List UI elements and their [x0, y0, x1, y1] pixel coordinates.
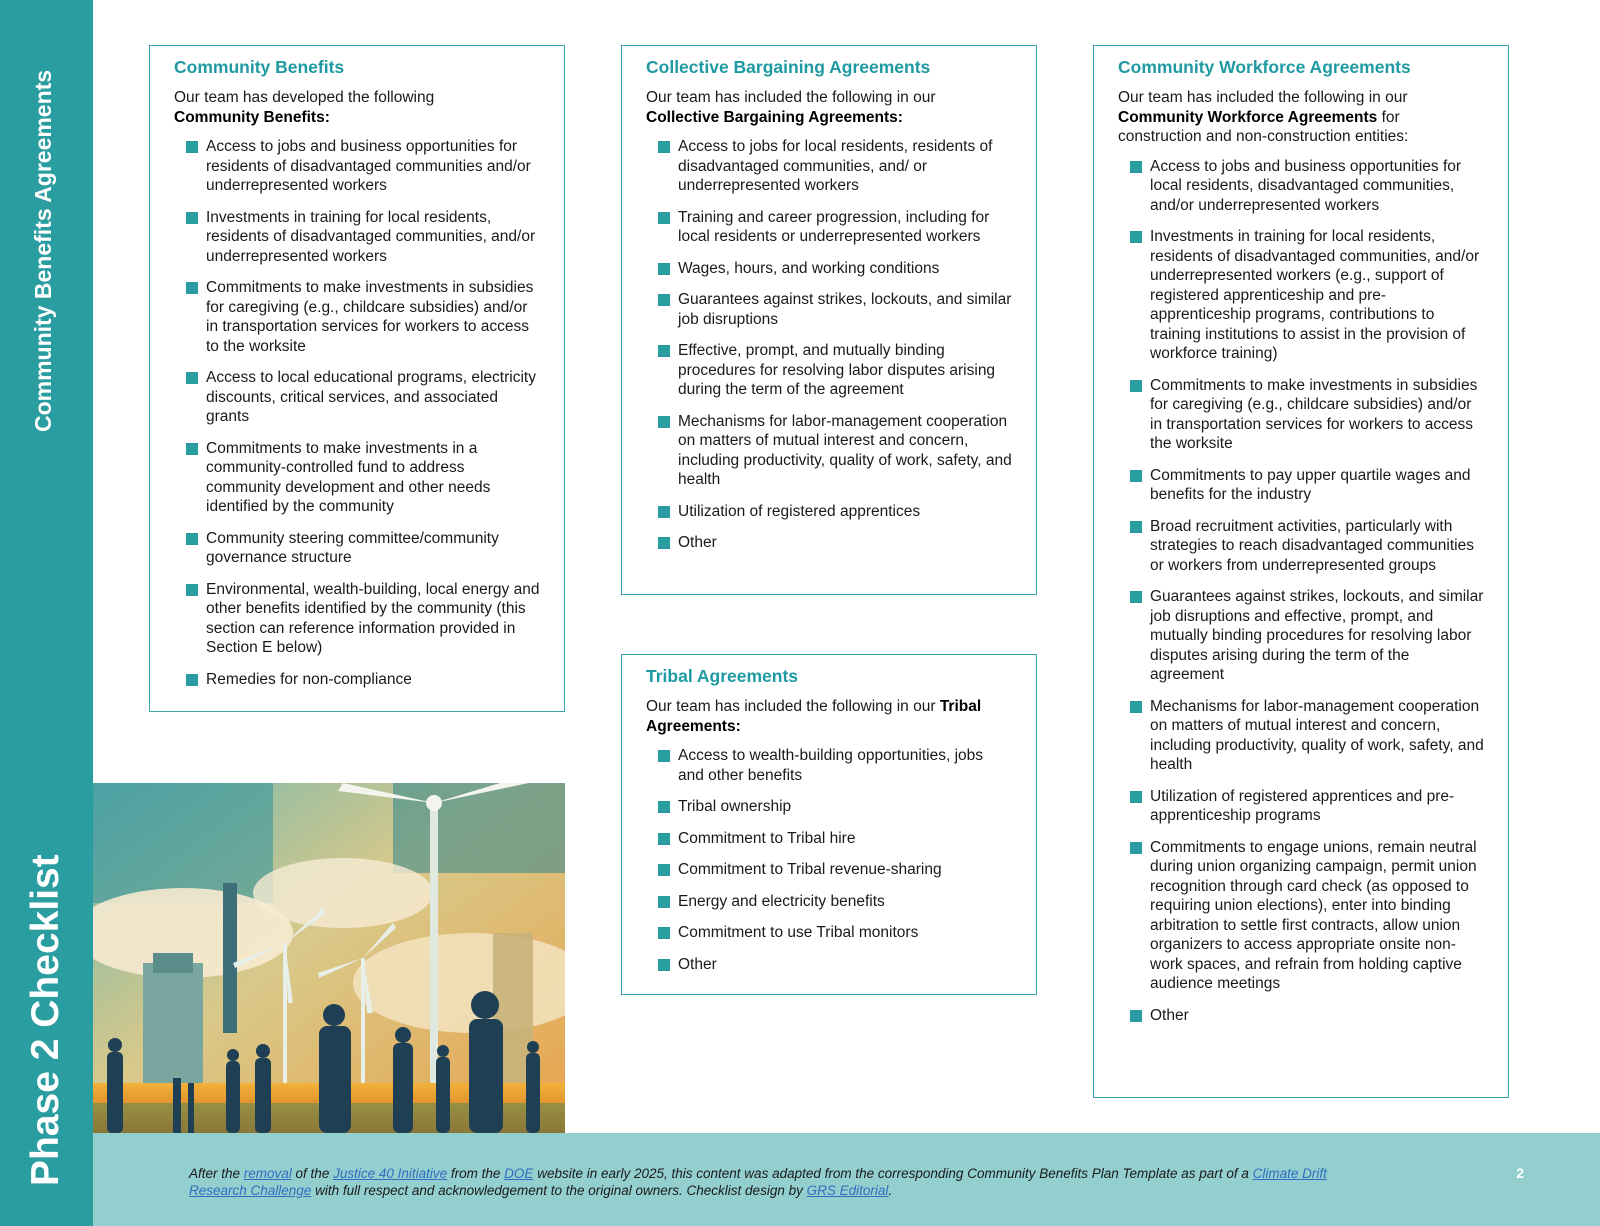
square-bullet-icon — [1130, 161, 1142, 173]
square-bullet-icon — [658, 416, 670, 428]
footer-text: After the — [189, 1166, 244, 1181]
square-bullet-icon — [186, 282, 198, 294]
checklist-item-text: Mechanisms for labor-management cooperation on matters of mutual interest and concern, including productivity, quality of work, safety, and health — [678, 412, 1012, 488]
footer-text: with full respect and acknowledgement to the original owners. Checklist design by — [311, 1183, 807, 1198]
checklist-item-text: Investments in training for local residents, residents of disadvantaged communities, and/or underrepresented workers (e.g., support of registered apprenticeship and pre-apprenticeship programs, contributions to training institutions to assist in the provision of workforce training) — [1150, 228, 1480, 362]
checklist-item — [658, 955, 1012, 975]
square-bullet-icon — [1130, 521, 1142, 533]
checklist-item-text: Utilization of registered apprentices and pre-apprenticeship programs — [1150, 787, 1455, 824]
checklist-item — [658, 860, 1012, 880]
checklist — [174, 137, 540, 689]
card-title: Tribal Agreements — [646, 666, 799, 686]
community-workforce-card — [1093, 45, 1509, 1098]
checklist-item-text: Effective, prompt, and mutually binding procedures for resolving labor disputes arising during the term of the agreement — [678, 342, 996, 398]
square-bullet-icon — [658, 896, 670, 908]
intro-text: Our team has included the following in our — [646, 89, 936, 106]
checklist-item-text: Utilization of registered apprentices — [678, 502, 921, 520]
wind-energy-illustration — [93, 783, 565, 1133]
checklist-item — [658, 797, 1012, 817]
footer-text: . — [888, 1183, 893, 1198]
community-benefits-card — [149, 45, 565, 712]
checklist-item-text: Wages, hours, and working conditions — [678, 259, 940, 277]
card-title: Collective Bargaining Agreements — [646, 57, 931, 77]
card-intro — [646, 88, 1012, 127]
checklist-item — [658, 137, 1012, 196]
checklist-item-text: Broad recruitment activities, particularly with strategies to reach disadvantaged communities or workers from underrepresented groups — [1150, 517, 1474, 574]
checklist-item-text: Other — [678, 534, 717, 551]
checklist-item — [186, 529, 540, 568]
checklist-item-text: Access to jobs and business opportunities for local residents, disadvantaged communities, and/or underrepresented workers — [1150, 157, 1462, 214]
checklist-item — [186, 439, 540, 517]
square-bullet-icon — [1130, 1010, 1142, 1022]
square-bullet-icon — [658, 506, 670, 518]
checklist-item-text: Environmental, wealth-building, local energy and other benefits identified by the community (this section can reference information provided in Section E below) — [206, 580, 540, 656]
intro-text: Our team has developed the following — [174, 89, 435, 106]
checklist-item-text: Mechanisms for labor-management cooperation on matters of mutual interest and concern, including productivity, quality of work, safety, and health — [1150, 697, 1484, 773]
checklist-item-text: Commitment to Tribal hire — [678, 829, 856, 847]
card-title: Community Benefits — [174, 57, 345, 77]
checklist-item — [186, 278, 540, 356]
checklist-item — [658, 259, 1012, 279]
checklist-item-text: Other — [1150, 1006, 1189, 1024]
checklist-item — [186, 137, 540, 196]
checklist-item — [1130, 697, 1484, 775]
checklist-item-text: Commitments to pay upper quartile wages and benefits for the industry — [1150, 466, 1471, 503]
checklist-item-text: Commitments to make investments in subsidies for caregiving (e.g., childcare subsidies) and/or in transportation services for workers to access to the worksite — [206, 279, 534, 355]
checklist-item-text: Remedies for non-compliance — [206, 670, 412, 688]
page-number: 2 — [1516, 1165, 1524, 1181]
checklist-item-text: Guarantees against strikes, lockouts, and similar job disruptions and effective, prompt, and mutually binding procedures for resolving labor disputes arising during the term of the agreement — [1150, 588, 1484, 683]
checklist-item — [658, 892, 1012, 912]
intro-bold: Community Benefits: — [174, 108, 330, 126]
checklist-item — [658, 829, 1012, 849]
checklist — [646, 137, 1012, 553]
intro-suffix: for construction and non-construction entities: — [1118, 108, 1409, 145]
square-bullet-icon — [658, 801, 670, 813]
checklist-item — [186, 670, 540, 690]
square-bullet-icon — [186, 141, 198, 153]
checklist — [646, 746, 1012, 974]
intro-text: Our team has included the following in our — [646, 698, 936, 715]
intro-bold: Community Workforce Agreements — [1118, 108, 1378, 126]
checklist-item — [186, 580, 540, 658]
checklist-item-text: Community steering committee/community governance structure — [206, 529, 499, 566]
grs-editorial-link[interactable]: GRS Editorial — [806, 1183, 889, 1198]
square-bullet-icon — [658, 833, 670, 845]
square-bullet-icon — [658, 864, 670, 876]
square-bullet-icon — [186, 533, 198, 545]
checklist-item — [1130, 838, 1484, 994]
checklist-item — [658, 208, 1012, 247]
checklist-item-text: Commitment to Tribal revenue-sharing — [678, 861, 942, 878]
checklist-item — [658, 412, 1012, 490]
checklist-item-text: Access to local educational programs, electricity discounts, critical services, and associated grants — [206, 369, 536, 425]
square-bullet-icon — [1130, 591, 1142, 603]
square-bullet-icon — [186, 674, 198, 686]
removal-link[interactable]: removal — [243, 1166, 292, 1181]
intro-text: Our team has included the following in our — [1118, 89, 1408, 106]
checklist-item-text: Energy and electricity benefits — [678, 892, 885, 910]
checklist-item — [658, 502, 1012, 522]
checklist-item-text: Access to wealth-building opportunities, jobs and other benefits — [678, 747, 984, 784]
checklist-item — [1130, 517, 1484, 576]
checklist-item-text: Training and career progression, including for local residents or underrepresented workers — [678, 208, 990, 245]
sidebar-title: Community Benefits Agreements — [30, 69, 56, 432]
square-bullet-icon — [658, 927, 670, 939]
checklist-item — [1130, 227, 1484, 364]
checklist-item-text: Access to jobs for local residents, residents of disadvantaged communities, and/ or underrepresented workers — [678, 138, 993, 194]
checklist-item-text: Investments in training for local residents, residents of disadvantaged communities, and/or underrepresented workers — [206, 208, 536, 265]
square-bullet-icon — [658, 345, 670, 357]
checklist-item-text: Guarantees against strikes, lockouts, and similar job disruptions — [678, 291, 1012, 328]
checklist-item — [658, 533, 1012, 553]
square-bullet-icon — [186, 212, 198, 224]
checklist-item — [658, 923, 1012, 943]
square-bullet-icon — [186, 372, 198, 384]
square-bullet-icon — [658, 263, 670, 275]
checklist-item-text: Tribal ownership — [678, 798, 792, 815]
sidebar — [0, 0, 93, 1226]
footer-text: of the — [291, 1166, 334, 1181]
footer-attribution — [189, 1165, 1339, 1199]
checklist-item — [658, 746, 1012, 785]
square-bullet-icon — [1130, 842, 1142, 854]
collective-bargaining-card — [621, 45, 1037, 595]
checklist-item-text: Commitment to use Tribal monitors — [678, 924, 919, 941]
square-bullet-icon — [186, 584, 198, 596]
checklist-item — [658, 341, 1012, 400]
checklist-item-text: Commitments to make investments in subsidies for caregiving (e.g., childcare subsidies) and/or in transportation services for workers to access the worksite — [1150, 376, 1478, 452]
footer — [93, 1133, 1600, 1226]
checklist-item — [1130, 1006, 1484, 1026]
square-bullet-icon — [186, 443, 198, 455]
checklist — [1118, 157, 1484, 1026]
checklist-item — [1130, 787, 1484, 826]
checklist-item-text: Access to jobs and business opportunities for residents of disadvantaged communities and/or underrepresented workers — [206, 138, 531, 194]
sidebar-phase-label: Phase 2 Checklist — [24, 854, 67, 1186]
card-intro — [646, 697, 1012, 736]
footer-text: from the — [447, 1166, 505, 1181]
checklist-item-text: Commitments to engage unions, remain neutral during union organizing campaign, permit union recognition through card check (as opposed to requiring union elections), enter into binding arbitration to settle first contracts, allow union organizers to access appropriate onsite non-work spaces, and refrain from holding captive audience meetings — [1150, 838, 1477, 992]
checklist-item-text: Commitments to make investments in a community-controlled fund to address community development and other needs identified by the community — [206, 439, 491, 515]
square-bullet-icon — [1130, 791, 1142, 803]
card-intro — [1118, 88, 1484, 147]
card-title: Community Workforce Agreements — [1118, 57, 1411, 77]
square-bullet-icon — [1130, 231, 1142, 243]
checklist-item — [658, 290, 1012, 329]
square-bullet-icon — [658, 537, 670, 549]
square-bullet-icon — [658, 959, 670, 971]
checklist-item — [1130, 376, 1484, 454]
checklist-item — [1130, 157, 1484, 216]
square-bullet-icon — [658, 212, 670, 224]
doe-link[interactable]: DOE — [504, 1166, 534, 1181]
checklist-item-text: Other — [678, 955, 717, 973]
climate-drift-link[interactable]: Climate Drift Research Challenge — [189, 1166, 1327, 1198]
card-intro — [174, 88, 540, 127]
checklist-item — [1130, 466, 1484, 505]
checklist-item — [186, 208, 540, 267]
square-bullet-icon — [1130, 470, 1142, 482]
footer-text: website in early 2025, this content was adapted from the corresponding Community Benefits Plan Template as part of a — [533, 1166, 1253, 1181]
checklist-item — [1130, 587, 1484, 685]
square-bullet-icon — [658, 141, 670, 153]
square-bullet-icon — [658, 294, 670, 306]
checklist-item — [186, 368, 540, 427]
tribal-agreements-card — [621, 654, 1037, 995]
intro-bold: Tribal Agreements: — [646, 698, 982, 735]
justice40-link[interactable]: Justice 40 Initiative — [333, 1166, 448, 1181]
square-bullet-icon — [1130, 701, 1142, 713]
intro-bold: Collective Bargaining Agreements: — [646, 108, 903, 126]
square-bullet-icon — [1130, 380, 1142, 392]
square-bullet-icon — [658, 750, 670, 762]
